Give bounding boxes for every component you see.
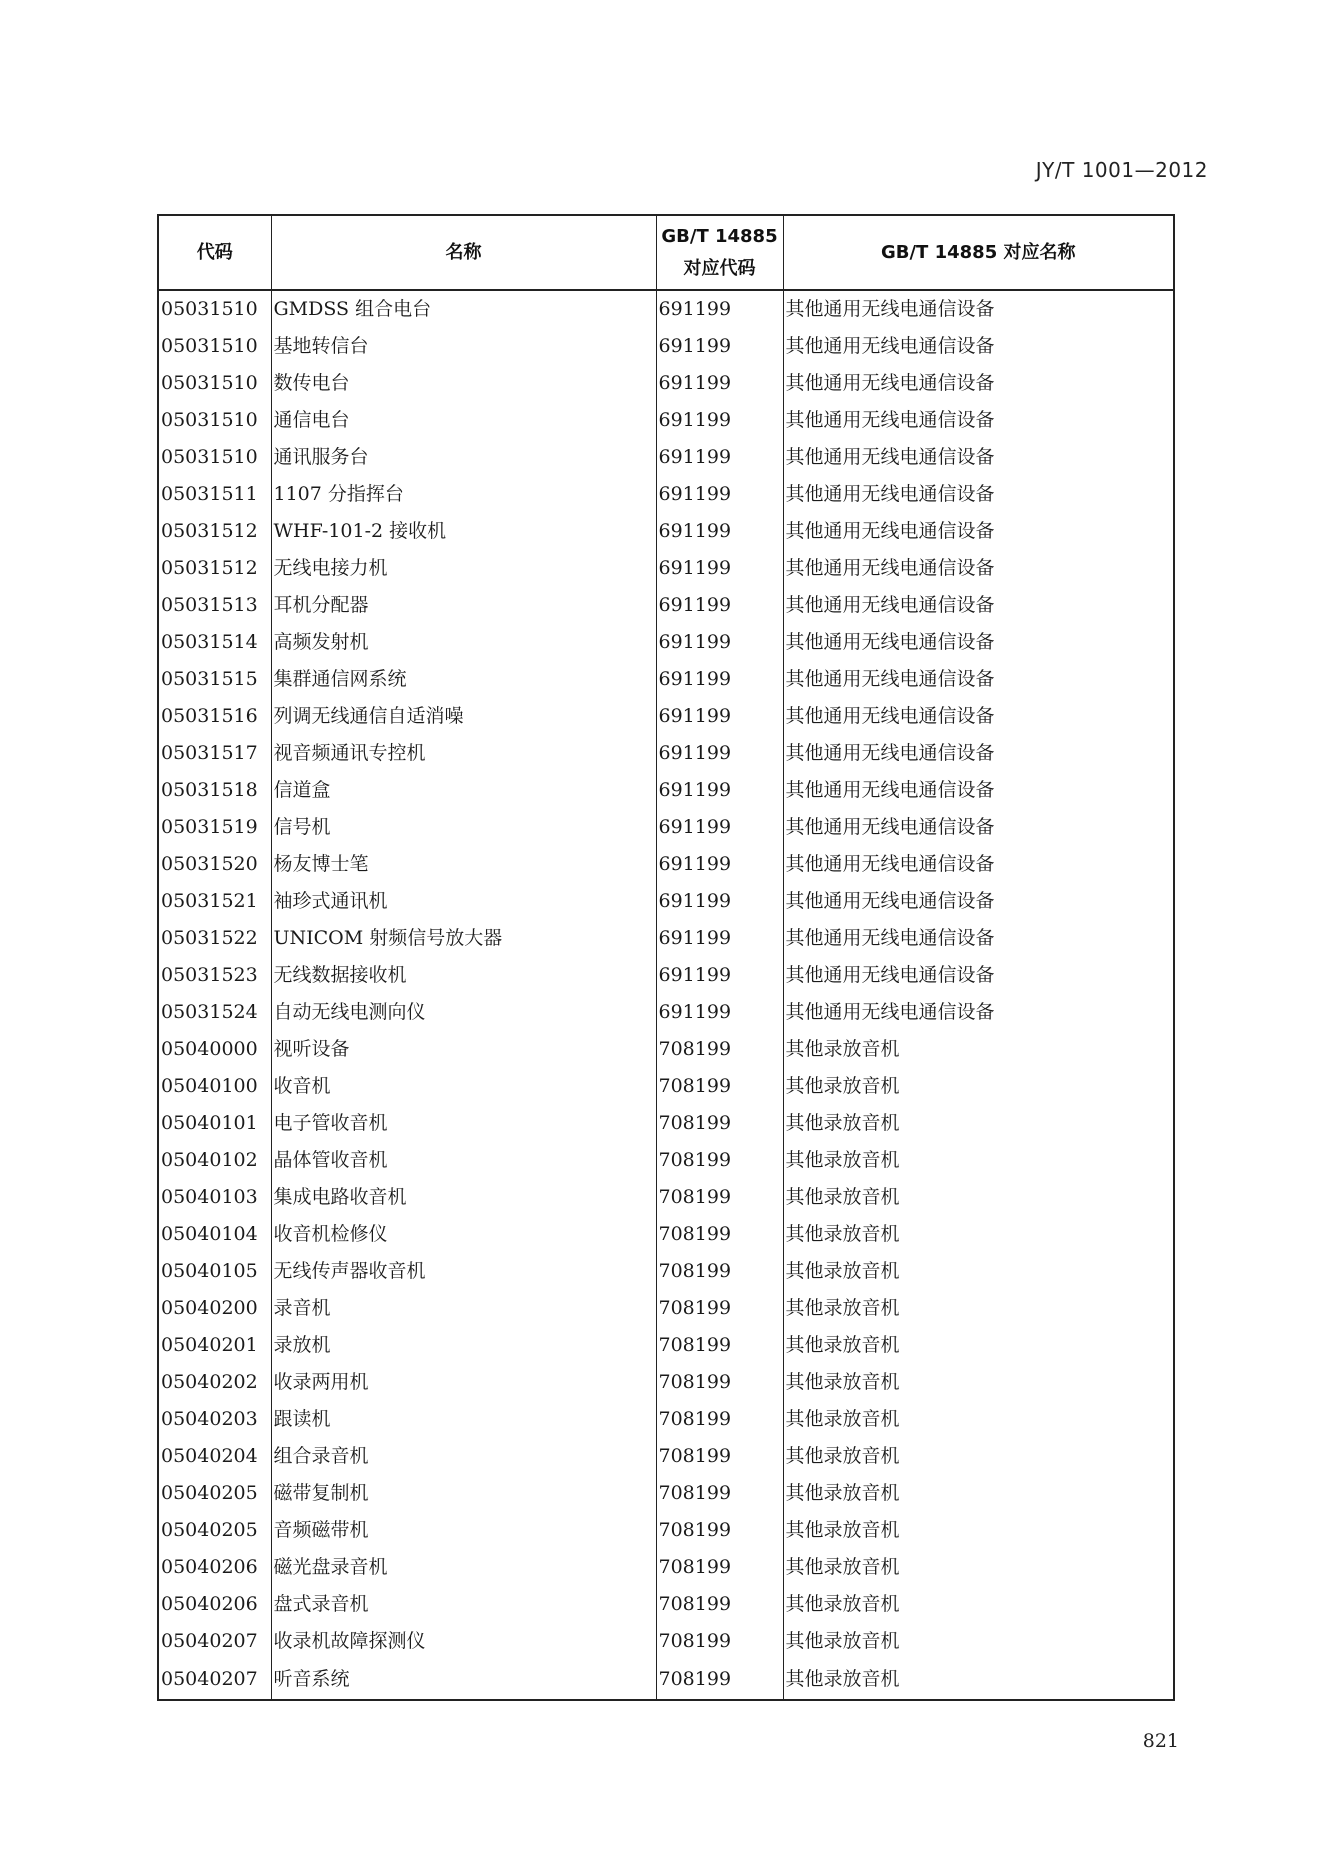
cell-gb-code: 708199 xyxy=(656,1364,783,1401)
cell-gb-code: 708199 xyxy=(656,1438,783,1475)
column-header-name: 名称 xyxy=(271,215,656,290)
cell-gb-code: 691199 xyxy=(656,698,783,735)
table-row xyxy=(158,1660,1174,1700)
cell-name: 信号机 xyxy=(271,809,656,846)
cell-gb-name: 其他录放音机 xyxy=(783,1549,1174,1586)
cell-gb-name: 其他录放音机 xyxy=(783,1031,1174,1068)
cell-gb-code: 708199 xyxy=(656,1401,783,1438)
cell-gb-name: 其他录放音机 xyxy=(783,1438,1174,1475)
cell-name: WHF-101-2 接收机 xyxy=(271,513,656,550)
cell-gb-code: 691199 xyxy=(656,513,783,550)
cell-code: 05040101 xyxy=(158,1105,271,1142)
cell-gb-code: 691199 xyxy=(656,957,783,994)
cell-name: 录放机 xyxy=(271,1327,656,1364)
cell-name: 袖珍式通讯机 xyxy=(271,883,656,920)
code-table xyxy=(157,214,1175,1701)
cell-name: 无线传声器收音机 xyxy=(271,1253,656,1290)
cell-gb-code: 691199 xyxy=(656,772,783,809)
cell-gb-code: 691199 xyxy=(656,328,783,365)
cell-name: 通信电台 xyxy=(271,402,656,439)
cell-gb-code: 691199 xyxy=(656,661,783,698)
cell-gb-code: 691199 xyxy=(656,809,783,846)
standard-id: JY/T 1001—2012 xyxy=(1035,158,1208,182)
cell-code: 05040204 xyxy=(158,1438,271,1475)
cell-gb-name: 其他通用无线电通信设备 xyxy=(783,439,1174,476)
table-row xyxy=(158,1438,1174,1475)
cell-name: 高频发射机 xyxy=(271,624,656,661)
cell-name: 录音机 xyxy=(271,1290,656,1327)
cell-gb-name: 其他录放音机 xyxy=(783,1512,1174,1549)
cell-name: 收音机 xyxy=(271,1068,656,1105)
cell-gb-name: 其他通用无线电通信设备 xyxy=(783,476,1174,513)
cell-code: 05040202 xyxy=(158,1364,271,1401)
table-row xyxy=(158,1401,1174,1438)
cell-code: 05040102 xyxy=(158,1142,271,1179)
table-row xyxy=(158,513,1174,550)
cell-code: 05040200 xyxy=(158,1290,271,1327)
cell-gb-name: 其他通用无线电通信设备 xyxy=(783,365,1174,402)
table-row xyxy=(158,883,1174,920)
table-row xyxy=(158,402,1174,439)
cell-gb-name: 其他录放音机 xyxy=(783,1364,1174,1401)
cell-name: 杨友博士笔 xyxy=(271,846,656,883)
cell-name: 无线电接力机 xyxy=(271,550,656,587)
cell-name: 基地转信台 xyxy=(271,328,656,365)
table-row xyxy=(158,1216,1174,1253)
table-row xyxy=(158,624,1174,661)
cell-gb-name: 其他通用无线电通信设备 xyxy=(783,328,1174,365)
cell-name: 1107 分指挥台 xyxy=(271,476,656,513)
table-row xyxy=(158,1549,1174,1586)
cell-code: 05040203 xyxy=(158,1401,271,1438)
table-row xyxy=(158,1364,1174,1401)
cell-gb-name: 其他录放音机 xyxy=(783,1660,1174,1700)
cell-name: 晶体管收音机 xyxy=(271,1142,656,1179)
table-row xyxy=(158,1068,1174,1105)
cell-gb-code: 708199 xyxy=(656,1179,783,1216)
cell-gb-code: 691199 xyxy=(656,402,783,439)
cell-gb-name: 其他录放音机 xyxy=(783,1586,1174,1623)
table-row xyxy=(158,661,1174,698)
cell-gb-code: 691199 xyxy=(656,587,783,624)
cell-name: GMDSS 组合电台 xyxy=(271,290,656,328)
cell-gb-name: 其他通用无线电通信设备 xyxy=(783,994,1174,1031)
cell-code: 05040201 xyxy=(158,1327,271,1364)
cell-gb-code: 708199 xyxy=(656,1586,783,1623)
cell-gb-name: 其他通用无线电通信设备 xyxy=(783,290,1174,328)
cell-gb-code: 708199 xyxy=(656,1253,783,1290)
cell-name: 集成电路收音机 xyxy=(271,1179,656,1216)
cell-name: 收音机检修仪 xyxy=(271,1216,656,1253)
cell-code: 05031510 xyxy=(158,290,271,328)
cell-gb-name: 其他录放音机 xyxy=(783,1327,1174,1364)
column-header-gb-code xyxy=(656,215,783,290)
table-row xyxy=(158,1586,1174,1623)
table-row xyxy=(158,1327,1174,1364)
cell-code: 05031522 xyxy=(158,920,271,957)
table-row xyxy=(158,1179,1174,1216)
cell-name: 收录两用机 xyxy=(271,1364,656,1401)
cell-code: 05031519 xyxy=(158,809,271,846)
cell-gb-code: 691199 xyxy=(656,550,783,587)
cell-gb-name: 其他通用无线电通信设备 xyxy=(783,846,1174,883)
cell-gb-code: 691199 xyxy=(656,439,783,476)
cell-gb-name: 其他通用无线电通信设备 xyxy=(783,809,1174,846)
cell-name: 通讯服务台 xyxy=(271,439,656,476)
cell-name: 无线数据接收机 xyxy=(271,957,656,994)
cell-code: 05031511 xyxy=(158,476,271,513)
cell-gb-name: 其他通用无线电通信设备 xyxy=(783,957,1174,994)
cell-name: UNICOM 射频信号放大器 xyxy=(271,920,656,957)
cell-gb-code: 708199 xyxy=(656,1068,783,1105)
cell-gb-code: 691199 xyxy=(656,290,783,328)
cell-code: 05031510 xyxy=(158,365,271,402)
cell-name: 耳机分配器 xyxy=(271,587,656,624)
cell-gb-code: 708199 xyxy=(656,1549,783,1586)
cell-name: 电子管收音机 xyxy=(271,1105,656,1142)
cell-gb-name: 其他录放音机 xyxy=(783,1142,1174,1179)
cell-gb-code: 708199 xyxy=(656,1216,783,1253)
cell-gb-name: 其他录放音机 xyxy=(783,1290,1174,1327)
table-row xyxy=(158,1142,1174,1179)
cell-gb-code: 691199 xyxy=(656,476,783,513)
cell-code: 05031510 xyxy=(158,402,271,439)
cell-code: 05040100 xyxy=(158,1068,271,1105)
cell-name: 音频磁带机 xyxy=(271,1512,656,1549)
cell-gb-name: 其他通用无线电通信设备 xyxy=(783,883,1174,920)
cell-code: 05040205 xyxy=(158,1512,271,1549)
table-row xyxy=(158,550,1174,587)
cell-name: 信道盒 xyxy=(271,772,656,809)
cell-code: 05031521 xyxy=(158,883,271,920)
cell-code: 05031517 xyxy=(158,735,271,772)
table-row xyxy=(158,1512,1174,1549)
cell-code: 05040207 xyxy=(158,1623,271,1660)
cell-gb-code: 691199 xyxy=(656,365,783,402)
cell-name: 列调无线通信自适消噪 xyxy=(271,698,656,735)
cell-gb-name: 其他录放音机 xyxy=(783,1253,1174,1290)
cell-code: 05040000 xyxy=(158,1031,271,1068)
table-row xyxy=(158,809,1174,846)
column-header-gb-code-line1: GB/T 14885 xyxy=(661,225,778,247)
cell-gb-code: 691199 xyxy=(656,735,783,772)
table-row xyxy=(158,772,1174,809)
cell-gb-code: 691199 xyxy=(656,883,783,920)
cell-code: 05040104 xyxy=(158,1216,271,1253)
cell-code: 05031510 xyxy=(158,328,271,365)
cell-name: 数传电台 xyxy=(271,365,656,402)
cell-code: 05031510 xyxy=(158,439,271,476)
cell-gb-name: 其他录放音机 xyxy=(783,1216,1174,1253)
cell-code: 05031514 xyxy=(158,624,271,661)
column-header-code: 代码 xyxy=(158,215,271,290)
cell-gb-name: 其他通用无线电通信设备 xyxy=(783,661,1174,698)
cell-gb-code: 708199 xyxy=(656,1327,783,1364)
table-row xyxy=(158,1031,1174,1068)
cell-gb-code: 708199 xyxy=(656,1290,783,1327)
cell-gb-code: 691199 xyxy=(656,994,783,1031)
cell-gb-name: 其他通用无线电通信设备 xyxy=(783,624,1174,661)
table-row xyxy=(158,587,1174,624)
cell-gb-code: 708199 xyxy=(656,1475,783,1512)
table-row xyxy=(158,698,1174,735)
cell-gb-code: 691199 xyxy=(656,624,783,661)
cell-name: 听音系统 xyxy=(271,1660,656,1700)
cell-code: 05031515 xyxy=(158,661,271,698)
cell-code: 05031518 xyxy=(158,772,271,809)
cell-gb-code: 691199 xyxy=(656,846,783,883)
cell-gb-code: 691199 xyxy=(656,920,783,957)
table-row xyxy=(158,994,1174,1031)
table-row xyxy=(158,920,1174,957)
cell-code: 05040103 xyxy=(158,1179,271,1216)
table-row xyxy=(158,328,1174,365)
table-row xyxy=(158,1253,1174,1290)
table-row xyxy=(158,1105,1174,1142)
cell-name: 磁带复制机 xyxy=(271,1475,656,1512)
cell-gb-name: 其他通用无线电通信设备 xyxy=(783,550,1174,587)
cell-gb-name: 其他录放音机 xyxy=(783,1475,1174,1512)
table-row xyxy=(158,957,1174,994)
cell-code: 05031523 xyxy=(158,957,271,994)
cell-gb-name: 其他通用无线电通信设备 xyxy=(783,587,1174,624)
cell-gb-code: 708199 xyxy=(656,1031,783,1068)
cell-name: 收录机故障探测仪 xyxy=(271,1623,656,1660)
table-body xyxy=(158,290,1174,1700)
cell-gb-name: 其他录放音机 xyxy=(783,1105,1174,1142)
table-row xyxy=(158,290,1174,328)
cell-code: 05040207 xyxy=(158,1660,271,1700)
cell-code: 05031524 xyxy=(158,994,271,1031)
table-row xyxy=(158,439,1174,476)
cell-code: 05040205 xyxy=(158,1475,271,1512)
cell-gb-name: 其他录放音机 xyxy=(783,1401,1174,1438)
cell-code: 05040105 xyxy=(158,1253,271,1290)
page-number: 821 xyxy=(1142,1730,1179,1752)
cell-code: 05031513 xyxy=(158,587,271,624)
cell-gb-code: 708199 xyxy=(656,1623,783,1660)
cell-name: 组合录音机 xyxy=(271,1438,656,1475)
cell-gb-code: 708199 xyxy=(656,1512,783,1549)
table-row xyxy=(158,1475,1174,1512)
cell-name: 跟读机 xyxy=(271,1401,656,1438)
table-row xyxy=(158,1290,1174,1327)
cell-gb-name: 其他录放音机 xyxy=(783,1179,1174,1216)
table-header-row xyxy=(158,215,1174,290)
column-header-gb-code-line2: 对应代码 xyxy=(683,257,756,279)
cell-code: 05040206 xyxy=(158,1549,271,1586)
table-row xyxy=(158,735,1174,772)
cell-gb-name: 其他录放音机 xyxy=(783,1068,1174,1105)
cell-name: 集群通信网系统 xyxy=(271,661,656,698)
cell-gb-name: 其他通用无线电通信设备 xyxy=(783,513,1174,550)
cell-code: 05031512 xyxy=(158,513,271,550)
cell-code: 05031520 xyxy=(158,846,271,883)
column-header-gb-name: GB/T 14885 对应名称 xyxy=(783,215,1174,290)
table-row xyxy=(158,476,1174,513)
cell-name: 磁光盘录音机 xyxy=(271,1549,656,1586)
cell-code: 05031516 xyxy=(158,698,271,735)
cell-code: 05040206 xyxy=(158,1586,271,1623)
cell-code: 05031512 xyxy=(158,550,271,587)
table-row xyxy=(158,1623,1174,1660)
cell-gb-name: 其他通用无线电通信设备 xyxy=(783,698,1174,735)
cell-name: 盘式录音机 xyxy=(271,1586,656,1623)
cell-name: 视音频通讯专控机 xyxy=(271,735,656,772)
table-row xyxy=(158,365,1174,402)
cell-gb-code: 708199 xyxy=(656,1660,783,1700)
cell-name: 视听设备 xyxy=(271,1031,656,1068)
cell-name: 自动无线电测向仪 xyxy=(271,994,656,1031)
table-row xyxy=(158,846,1174,883)
cell-gb-code: 708199 xyxy=(656,1142,783,1179)
cell-gb-name: 其他录放音机 xyxy=(783,1623,1174,1660)
cell-gb-code: 708199 xyxy=(656,1105,783,1142)
cell-gb-name: 其他通用无线电通信设备 xyxy=(783,920,1174,957)
cell-gb-name: 其他通用无线电通信设备 xyxy=(783,772,1174,809)
cell-gb-name: 其他通用无线电通信设备 xyxy=(783,402,1174,439)
cell-gb-name: 其他通用无线电通信设备 xyxy=(783,735,1174,772)
